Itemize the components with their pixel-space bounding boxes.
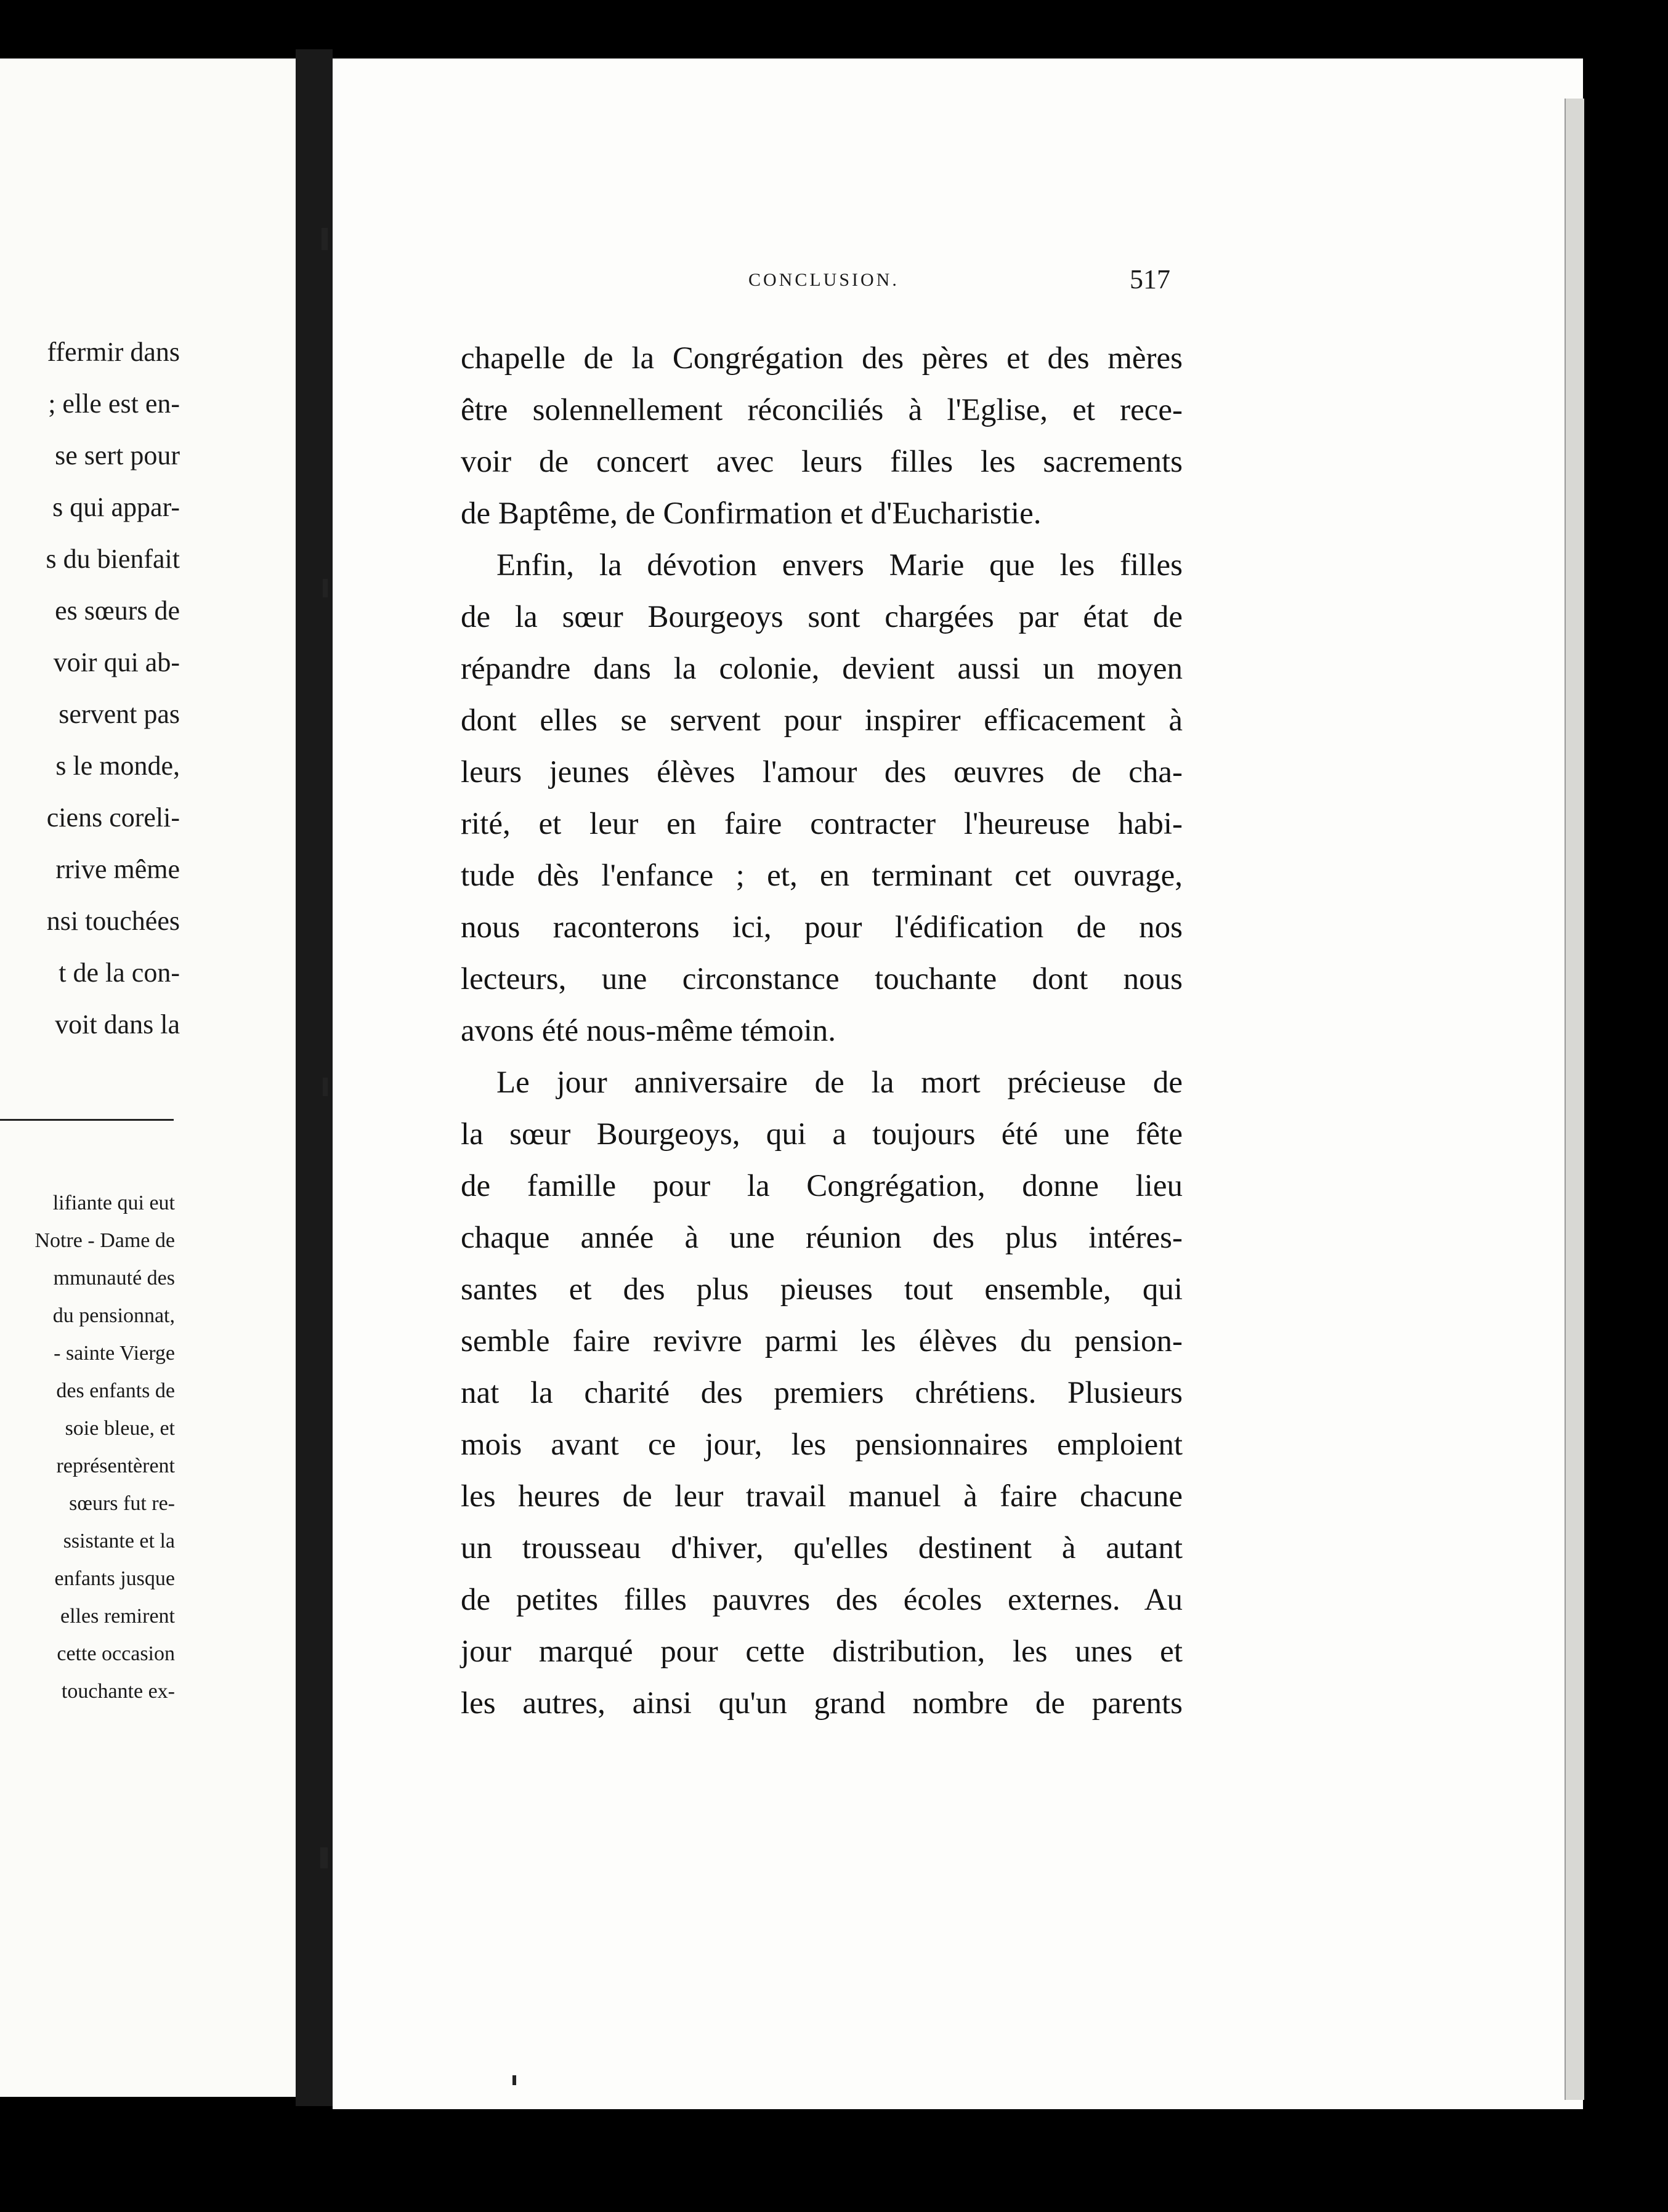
page-number: 517 <box>1130 264 1170 294</box>
left-footnote-line: ssistante et la <box>63 1530 175 1552</box>
text-line: être solennellement réconciliés à l'Eglise, et rece- <box>461 393 1183 427</box>
text-line: semble faire revivre parmi les élèves du pension- <box>461 1324 1183 1358</box>
left-text-line: se sert pour <box>55 440 180 470</box>
page-edge <box>1565 99 1584 2100</box>
left-text-line: servent pas <box>59 699 180 729</box>
left-text-line: ; elle est en- <box>48 389 180 419</box>
left-footnote-line: du pensionnat, <box>52 1304 175 1327</box>
left-footnote-line: - sainte Vierge <box>54 1342 175 1365</box>
footnote-divider <box>0 1119 174 1121</box>
text-line: leurs jeunes élèves l'amour des œuvres de cha- <box>461 755 1183 789</box>
left-footnote-line: sœurs fut re- <box>69 1492 175 1515</box>
left-page-fragment <box>0 59 296 2097</box>
text-line: de famille pour la Congrégation, donne lieu <box>461 1169 1183 1203</box>
left-text-line: t de la con- <box>59 958 180 988</box>
left-footnote-line: enfants jusque <box>54 1567 175 1590</box>
text-line: répandre dans la colonie, devient aussi un moyen <box>461 652 1183 686</box>
left-text-line: nsi touchées <box>46 906 180 936</box>
text-line: nat la charité des premiers chrétiens. Plusieurs <box>461 1376 1183 1410</box>
left-text-line: s le monde, <box>55 751 180 781</box>
left-text-line: es sœurs de <box>55 595 180 626</box>
left-footnote-line: représentèrent <box>56 1455 175 1477</box>
text-line: lecteurs, une circonstance touchante dont nous <box>461 962 1183 996</box>
text-line: voir de concert avec leurs filles les sacrements <box>461 445 1183 479</box>
text-line: jour marqué pour cette distribution, les unes et <box>461 1634 1183 1669</box>
text-line: mois avant ce jour, les pensionnaires emploient <box>461 1427 1183 1462</box>
text-line: nous raconterons ici, pour l'édification de nos <box>461 910 1183 945</box>
left-footnote-line: des enfants de <box>56 1379 175 1402</box>
scan-speck <box>320 1847 328 1868</box>
left-footnote-line: mmunauté des <box>53 1267 175 1290</box>
text-line: chapelle de la Congrégation des pères et des mères <box>461 341 1183 376</box>
scan-speck <box>323 579 328 597</box>
left-text-line: ciens coreli- <box>46 802 180 833</box>
text-line: les autres, ainsi qu'un grand nombre de parents <box>461 1686 1183 1721</box>
text-line: de petites filles pauvres des écoles externes. Au <box>461 1583 1183 1617</box>
left-text-line: ffermir dans <box>47 337 180 367</box>
left-footnote-line: soie bleue, et <box>65 1417 175 1440</box>
left-text-line: rrive même <box>55 854 180 884</box>
left-text-line: s du bienfait <box>46 544 180 574</box>
text-line: santes et des plus pieuses tout ensemble, qui <box>461 1272 1183 1307</box>
text-line: tude dès l'enfance ; et, en terminant cet ouvrage, <box>461 858 1183 893</box>
scan-speck <box>322 228 328 250</box>
left-footnote-line: Notre - Dame de <box>34 1229 175 1252</box>
left-text-line: voit dans la <box>55 1009 180 1039</box>
text-line: Le jour anniversaire de la mort précieuse de <box>496 1065 1183 1100</box>
running-head: CONCLUSION. <box>748 270 899 290</box>
left-text-line: voir qui ab- <box>53 647 180 677</box>
text-line: Enfin, la dévotion envers Marie que les filles <box>496 548 1183 583</box>
text-line: la sœur Bourgeoys, qui a toujours été une fête <box>461 1117 1183 1152</box>
left-footnote-line: elles remirent <box>60 1605 175 1628</box>
text-line: de Baptême, de Confirmation et d'Eucharistie. <box>461 496 1042 531</box>
body-text <box>461 333 1183 1729</box>
text-line: de la sœur Bourgeoys sont chargées par état de <box>461 600 1183 634</box>
text-line: rité, et leur en faire contracter l'heureuse habi- <box>461 807 1183 841</box>
text-line: dont elles se servent pour inspirer efficacement à <box>461 703 1183 738</box>
left-footnote-line: lifiante qui eut <box>52 1192 175 1214</box>
text-line: un trousseau d'hiver, qu'elles destinent à autant <box>461 1531 1183 1565</box>
left-footnote-line: cette occasion <box>57 1642 175 1665</box>
left-footnote-line: touchante ex- <box>61 1680 175 1703</box>
text-line: chaque année à une réunion des plus intéres- <box>461 1221 1183 1255</box>
text-line: les heures de leur travail manuel à faire chacune <box>461 1479 1183 1514</box>
left-text-line: s qui appar- <box>52 492 180 522</box>
text-line: avons été nous-même témoin. <box>461 1014 836 1048</box>
scan-speck <box>512 2075 516 2085</box>
scan-speck <box>323 1078 328 1096</box>
